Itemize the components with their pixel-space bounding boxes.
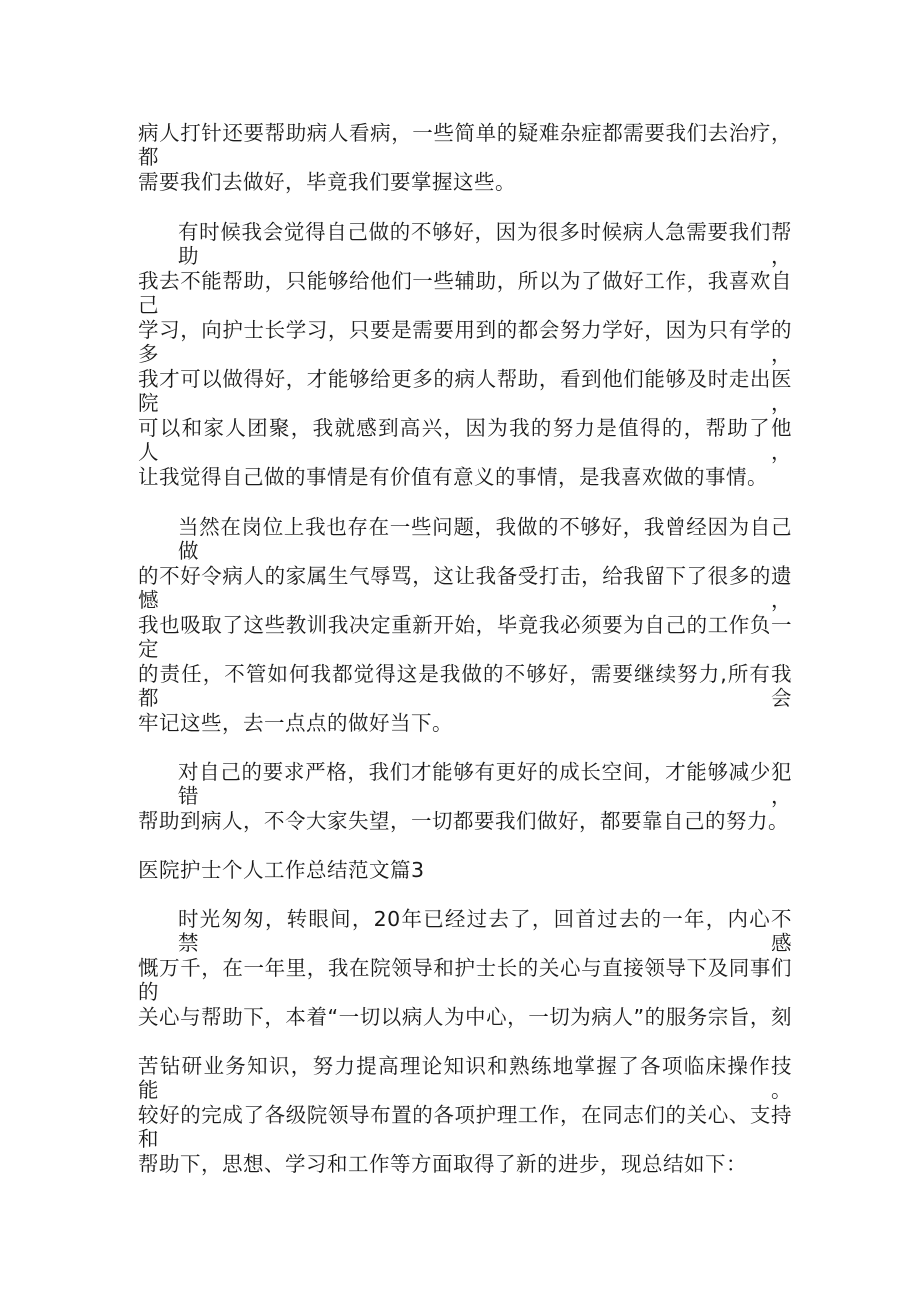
paragraph-line: 我去不能帮助，只能够给他们一些辅助，所以为了做好工作，我喜欢自己: [138, 269, 792, 317]
paragraph-line: 让我觉得自己做的事情是有价值有意义的事情，是我喜欢做的事情。: [138, 465, 768, 489]
paragraph-line: 苦钻研业务知识，努力提高理论知识和熟练地掌握了各项临床操作技能。: [138, 1054, 792, 1102]
paragraph-line: 病人打针还要帮助病人看病，一些简单的疑难杂症都需要我们去治疗，都: [138, 121, 792, 169]
paragraph-line: 有时候我会觉得自己做的不够好，因为很多时候病人急需要我们帮助，: [178, 220, 792, 268]
paragraph-line: 我才可以做得好，才能够给更多的病人帮助，看到他们能够及时走出医院，: [138, 367, 792, 415]
paragraph-line: 牢记这些，去一点点的做好当下。: [138, 711, 453, 735]
paragraph-line: 可以和家人团聚，我就感到高兴，因为我的努力是值得的，帮助了他人，: [138, 416, 792, 464]
paragraph-line: 当然在岗位上我也存在一些问题，我做的不够好，我曾经因为自己做: [178, 515, 792, 563]
paragraph-line: 对自己的要求严格，我们才能够有更好的成长空间，才能够减少犯错，: [178, 760, 792, 808]
paragraph-line: 帮助到病人，不令大家失望，一切都要我们做好，都要靠自己的努力。: [138, 809, 789, 833]
paragraph-line: 的不好令病人的家属生气辱骂，这让我备受打击，给我留下了很多的遗憾，: [138, 564, 792, 612]
paragraph-line: 我也吸取了这些教训我决定重新开始，毕竟我必须要为自己的工作负一定: [138, 613, 792, 661]
paragraph-line: 学习，向护士长学习，只要是需要用到的都会努力学好，因为只有学的多，: [138, 318, 792, 366]
paragraph-line: 的责任，不管如何我都觉得这是我做的不够好，需要继续努力,所有我都会: [138, 662, 792, 710]
paragraph-line: 需要我们去做好，毕竟我们要掌握这些。: [138, 170, 516, 194]
paragraph-line: 慨万千，在一年里，我在院领导和护士长的关心与直接领导下及同事们的: [138, 956, 792, 1004]
paragraph-line: 帮助下，思想、学习和工作等方面取得了新的进步，现总结如下：: [138, 1152, 747, 1176]
paragraph-line: 关心与帮助下，本着“一切以病人为中心，一切为病人”的服务宗旨，刻: [138, 1005, 792, 1029]
section-heading: 医院护士个人工作总结范文篇3: [138, 858, 425, 882]
paragraph-line: 较好的完成了各级院领导布置的各项护理工作，在同志们的关心、支持和: [138, 1103, 792, 1151]
paragraph-line: 时光匆匆，转眼间，20年已经过去了，回首过去的一年，内心不禁感: [178, 907, 792, 955]
